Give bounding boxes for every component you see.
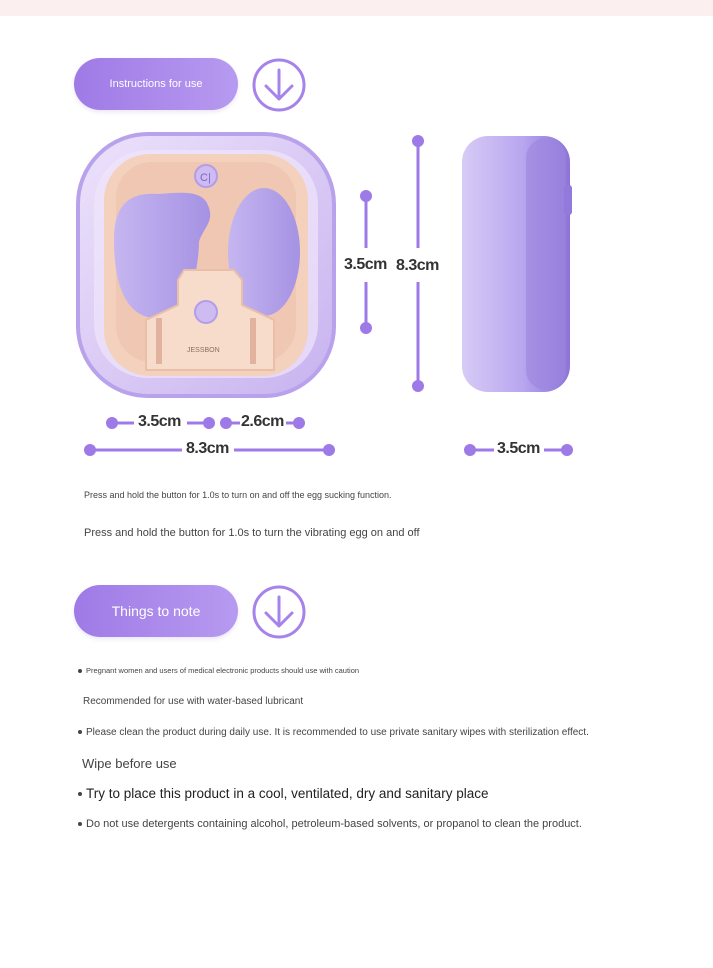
bullet-icon xyxy=(78,792,82,796)
bullet-icon xyxy=(78,730,82,734)
note-text: Wipe before use xyxy=(82,756,177,771)
bullet-icon xyxy=(78,822,82,826)
note-item xyxy=(83,696,303,707)
dimension-width-full: 8.3cm xyxy=(186,440,229,457)
product-case-front-image xyxy=(74,130,338,400)
note-text: Please clean the product during daily use. It is recommended to use private sanitary wipes with sterilization effect. xyxy=(86,727,589,738)
instructions-header-title: Instructions for use xyxy=(109,78,203,90)
note-text: Try to place this product in a cool, ventilated, dry and sanitary place xyxy=(86,786,489,801)
notes-header-title: Things to note xyxy=(111,603,201,619)
instructions-header-pill xyxy=(74,58,238,110)
arrow-down-icon xyxy=(251,584,307,640)
instruction-text-suction: Press and hold the button for 1.0s to turn on and off the egg sucking function. xyxy=(84,490,392,500)
note-item xyxy=(78,786,488,801)
note-item xyxy=(78,818,582,830)
brand-logo-text: JESSBON xyxy=(187,347,220,354)
note-item xyxy=(78,666,359,675)
dimension-width-right: 2.6cm xyxy=(241,413,284,430)
product-case-side-image xyxy=(456,130,580,400)
dimension-height-small: 3.5cm xyxy=(344,256,387,273)
dimension-width-left: 3.5cm xyxy=(138,413,181,430)
notes-header-pill xyxy=(74,585,238,637)
power-icon: C| xyxy=(200,172,211,184)
arrow-down-icon xyxy=(251,57,307,113)
note-text: Pregnant women and users of medical electronic products should use with caution xyxy=(86,666,360,675)
top-banner-strip xyxy=(0,0,713,16)
note-text: Recommended for use with water-based lubricant xyxy=(83,696,304,707)
bullet-icon xyxy=(78,669,82,673)
note-item xyxy=(82,756,177,771)
instruction-text-vibration: Press and hold the button for 1.0s to turn the vibrating egg on and off xyxy=(84,527,420,539)
dimension-height-full: 8.3cm xyxy=(396,257,439,274)
note-text: Do not use detergents containing alcohol, petroleum-based solvents, or propanol to clean the product. xyxy=(86,818,582,830)
dimension-depth: 3.5cm xyxy=(497,440,540,457)
note-item xyxy=(78,727,589,738)
